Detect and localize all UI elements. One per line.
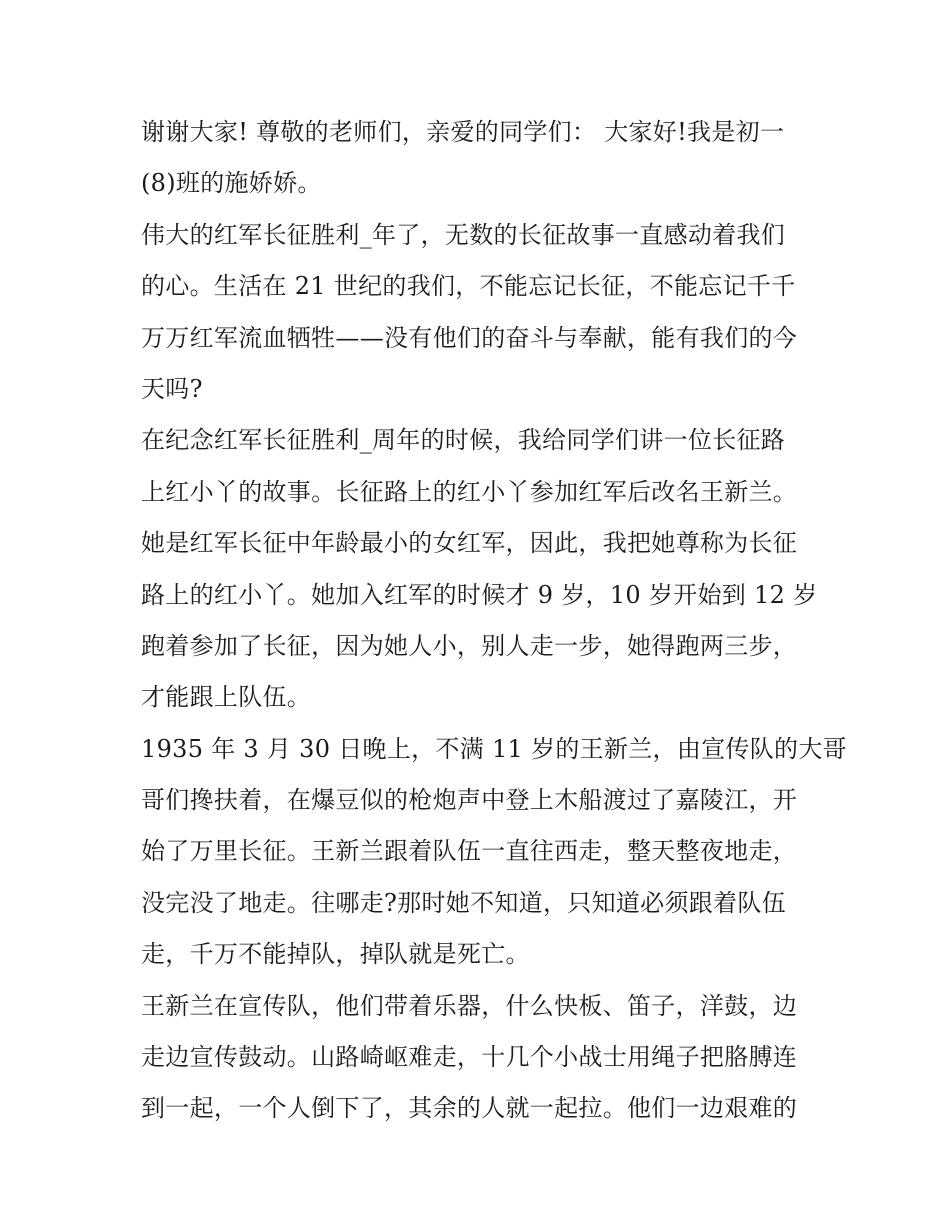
text-line: 跑着参加了长征，因为她人小，别人走一步，她得跑两三步， — [141, 631, 798, 660]
text-line: 哥们搀扶着，在爆豆似的枪炮声中登上木船渡过了嘉陵江，开 — [141, 786, 798, 815]
text-line: (8)班的施娇娇。 — [141, 169, 322, 198]
text-line: 走边宣传鼓动。山路崎岖难走，十几个小战士用绳子把胳膊连 — [141, 1043, 798, 1072]
text-line: 谢谢大家! 尊敬的老师们，亲爱的同学们： 大家好!我是初一 — [141, 118, 785, 146]
text-line: 的心。生活在 21 世纪的我们，不能忘记长征，不能忘记千千 — [141, 272, 796, 301]
text-line: 上红小丫的故事。长征路上的红小丫参加红军后改名王新兰。 — [141, 477, 798, 506]
text-line: 王新兰在宣传队，他们带着乐器，什么快板、笛子，洋鼓，边 — [141, 991, 798, 1020]
text-line: 1935 年 3 月 30 日晚上，不满 11 岁的王新兰，由宣传队的大哥 — [141, 734, 847, 763]
text-line: 路上的红小丫。她加入红军的时候才 9 岁，10 岁开始到 12 岁 — [141, 580, 818, 609]
text-line: 伟大的红军长征胜利_年了，无数的长征故事一直感动着我们 — [141, 220, 786, 249]
text-line: 始了万里长征。王新兰跟着队伍一直往西走，整天整夜地走， — [141, 837, 798, 866]
text-line: 她是红军长征中年龄最小的女红军，因此，我把她尊称为长征 — [141, 529, 798, 558]
text-line: 没完没了地走。往哪走?那时她不知道，只知道必须跟着队伍 — [141, 888, 786, 917]
document-body — [141, 107, 847, 1135]
text-line: 才能跟上队伍。 — [141, 683, 312, 712]
text-line: 万万红军流血牺牲——没有他们的奋斗与奉献，能有我们的今 — [141, 323, 798, 352]
text-line: 天吗? — [141, 374, 203, 403]
text-line: 在纪念红军长征胜利_周年的时候，我给同学们讲一位长征路 — [141, 426, 786, 455]
text-line: 到一起，一个人倒下了，其余的人就一起拉。他们一边艰难的 — [141, 1094, 798, 1123]
text-line: 走，千万不能掉队，掉队就是死亡。 — [141, 940, 530, 969]
